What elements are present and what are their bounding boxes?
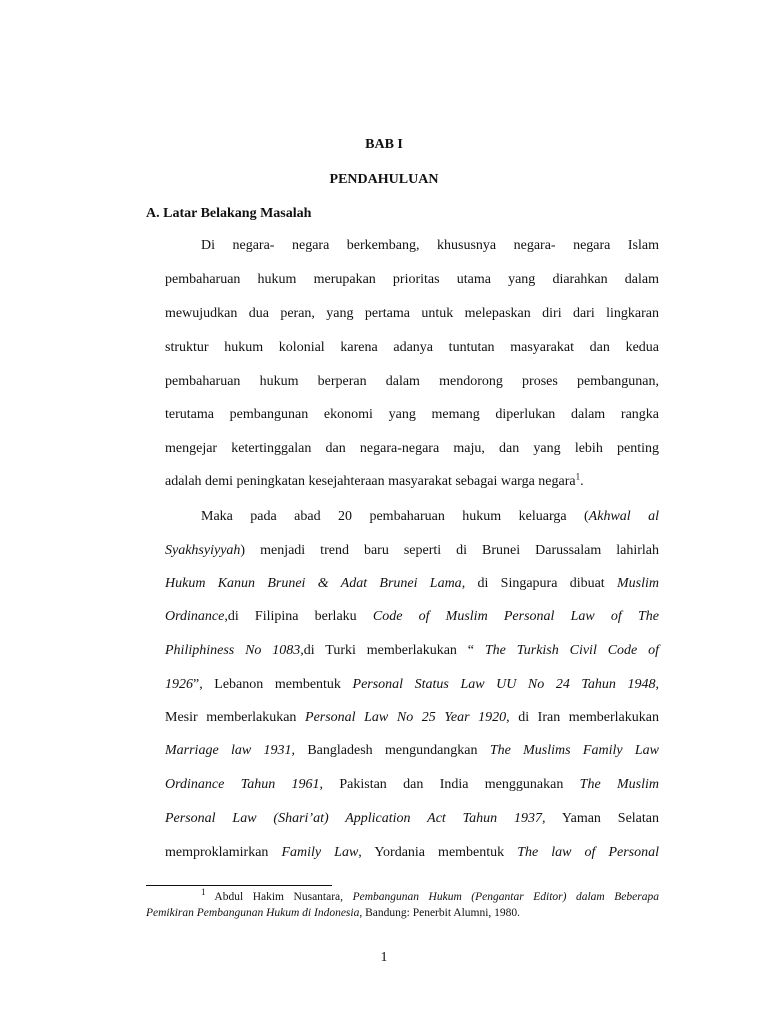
p2-l7a: Mesir memberlakukan (165, 710, 306, 725)
p2-line-10 (165, 810, 659, 828)
footnote-ref: 1 (575, 471, 581, 482)
p2-line-4 (165, 608, 659, 626)
section-heading: A. Latar Belakang Masalah (146, 206, 312, 221)
p2-l2b: ) menjadi trend baru seperti di Brunei Darussalam lahirlah (240, 543, 659, 558)
chapter-title: PENDAHULUAN (329, 172, 439, 187)
p2-line-1 (201, 508, 659, 526)
p2-l10b: Yaman Selatan (545, 811, 659, 826)
p2-l5c: The Turkish Civil Code of (484, 643, 659, 658)
p2-line-9 (165, 776, 659, 794)
p1-line-3: mewujudkan dua peran, yang pertama untuk melepaskan diri dari lingkaran (165, 306, 659, 321)
p2-l3c: Muslim (617, 576, 659, 591)
p2-l3a: Hukum Kanun Brunei & Adat Brunei Lama (165, 576, 462, 591)
p1-line-7: mengejar ketertinggalan dan negara-negara maju, dan yang lebih penting (165, 441, 659, 456)
p2-l9b: , Pakistan dan India menggunakan (319, 777, 580, 792)
p1-line-8-end: . (580, 474, 584, 489)
p2-line-2 (165, 542, 659, 560)
p2-l5b: ,di Turki memberlakukan “ (300, 643, 485, 658)
footnote-title-part2: Pemikiran Pembangunan Hukum di Indonesia (146, 907, 360, 919)
p2-line-11 (165, 844, 659, 862)
footnote-author: Abdul Hakim Nusantara, (205, 891, 353, 903)
p2-l9a: Ordinance Tahun 1961 (165, 777, 320, 792)
p1-line-4: struktur hukum kolonial karena adanya tuntutan masyarakat dan kedua (165, 340, 659, 355)
p2-l7c: , di Iran memberlakukan (506, 710, 659, 725)
footnote-line-2 (146, 906, 520, 921)
p2-l5a: Philiphiness No 1083 (165, 643, 301, 658)
footnote-separator (146, 885, 332, 886)
p1-line-1: Di negara- negara berkembang, khususnya negara- negara Islam (201, 238, 659, 253)
p2-l6b: ”, Lebanon membentuk (193, 677, 353, 692)
p2-l10a: Personal Law (Shari’at) Application Act Tahun 1937, (165, 811, 546, 826)
p1-line-5: pembaharuan hukum berperan dalam mendorong proses pembangunan, (165, 374, 659, 389)
p2-line-7 (165, 709, 659, 727)
p2-l8a: Marriage law 1931 (165, 743, 292, 758)
p2-l8c: The Muslims Family Law (489, 743, 659, 758)
p2-l6d: , (655, 677, 659, 692)
footnote-line-1 (201, 887, 659, 905)
page-number: 1 (380, 950, 388, 965)
chapter-label: BAB I (365, 137, 403, 152)
p2-l4b: ,di Filipina berlaku (224, 609, 373, 624)
p2-line-3 (165, 575, 659, 593)
p2-l7b: Personal Law No 25 Year 1920 (305, 710, 507, 725)
p2-l6a: 1926 (165, 677, 193, 692)
p2-l4a: Ordinance (165, 609, 225, 624)
p2-l11c: , Yordania membentuk (358, 845, 518, 860)
p2-l1a: Maka pada abad 20 pembaharuan hukum keluarga ( (201, 509, 589, 524)
footnote-number: 1 (201, 887, 206, 898)
p2-line-6 (165, 676, 659, 694)
footnote-publisher: , Bandung: Penerbit Alumni, 1980. (359, 907, 521, 919)
p2-l8b: , Bangladesh mengundangkan (291, 743, 490, 758)
p2-l3b: , di Singapura dibuat (461, 576, 617, 591)
p2-l11b: Family Law (281, 845, 359, 860)
p2-line-5 (165, 642, 659, 660)
footnote-title-part1: Pembangunan Hukum (Pengantar Editor) dalam Beberapa (352, 891, 659, 903)
p2-line-8 (165, 742, 659, 760)
p2-l11d: The law of Personal (517, 845, 660, 860)
p2-l6c: Personal Status Law UU No 24 Tahun 1948 (352, 677, 656, 692)
p1-line-8 (165, 473, 659, 491)
p2-l9c: The Muslim (579, 777, 660, 792)
p2-l4c: Code of Muslim Personal Law of The (372, 609, 659, 624)
p1-line-2: pembaharuan hukum merupakan prioritas utama yang diarahkan dalam (165, 272, 659, 287)
p1-line-6: terutama pembangunan ekonomi yang memang diperlukan dalam rangka (165, 407, 659, 422)
p2-l2a: Syakhsyiyyah (165, 543, 241, 558)
p2-l1b: Akhwal al (588, 509, 659, 524)
p2-l11a: memproklamirkan (165, 845, 282, 860)
p1-line-8-text: adalah demi peningkatan kesejahteraan masyarakat sebagai warga negara (165, 474, 576, 489)
